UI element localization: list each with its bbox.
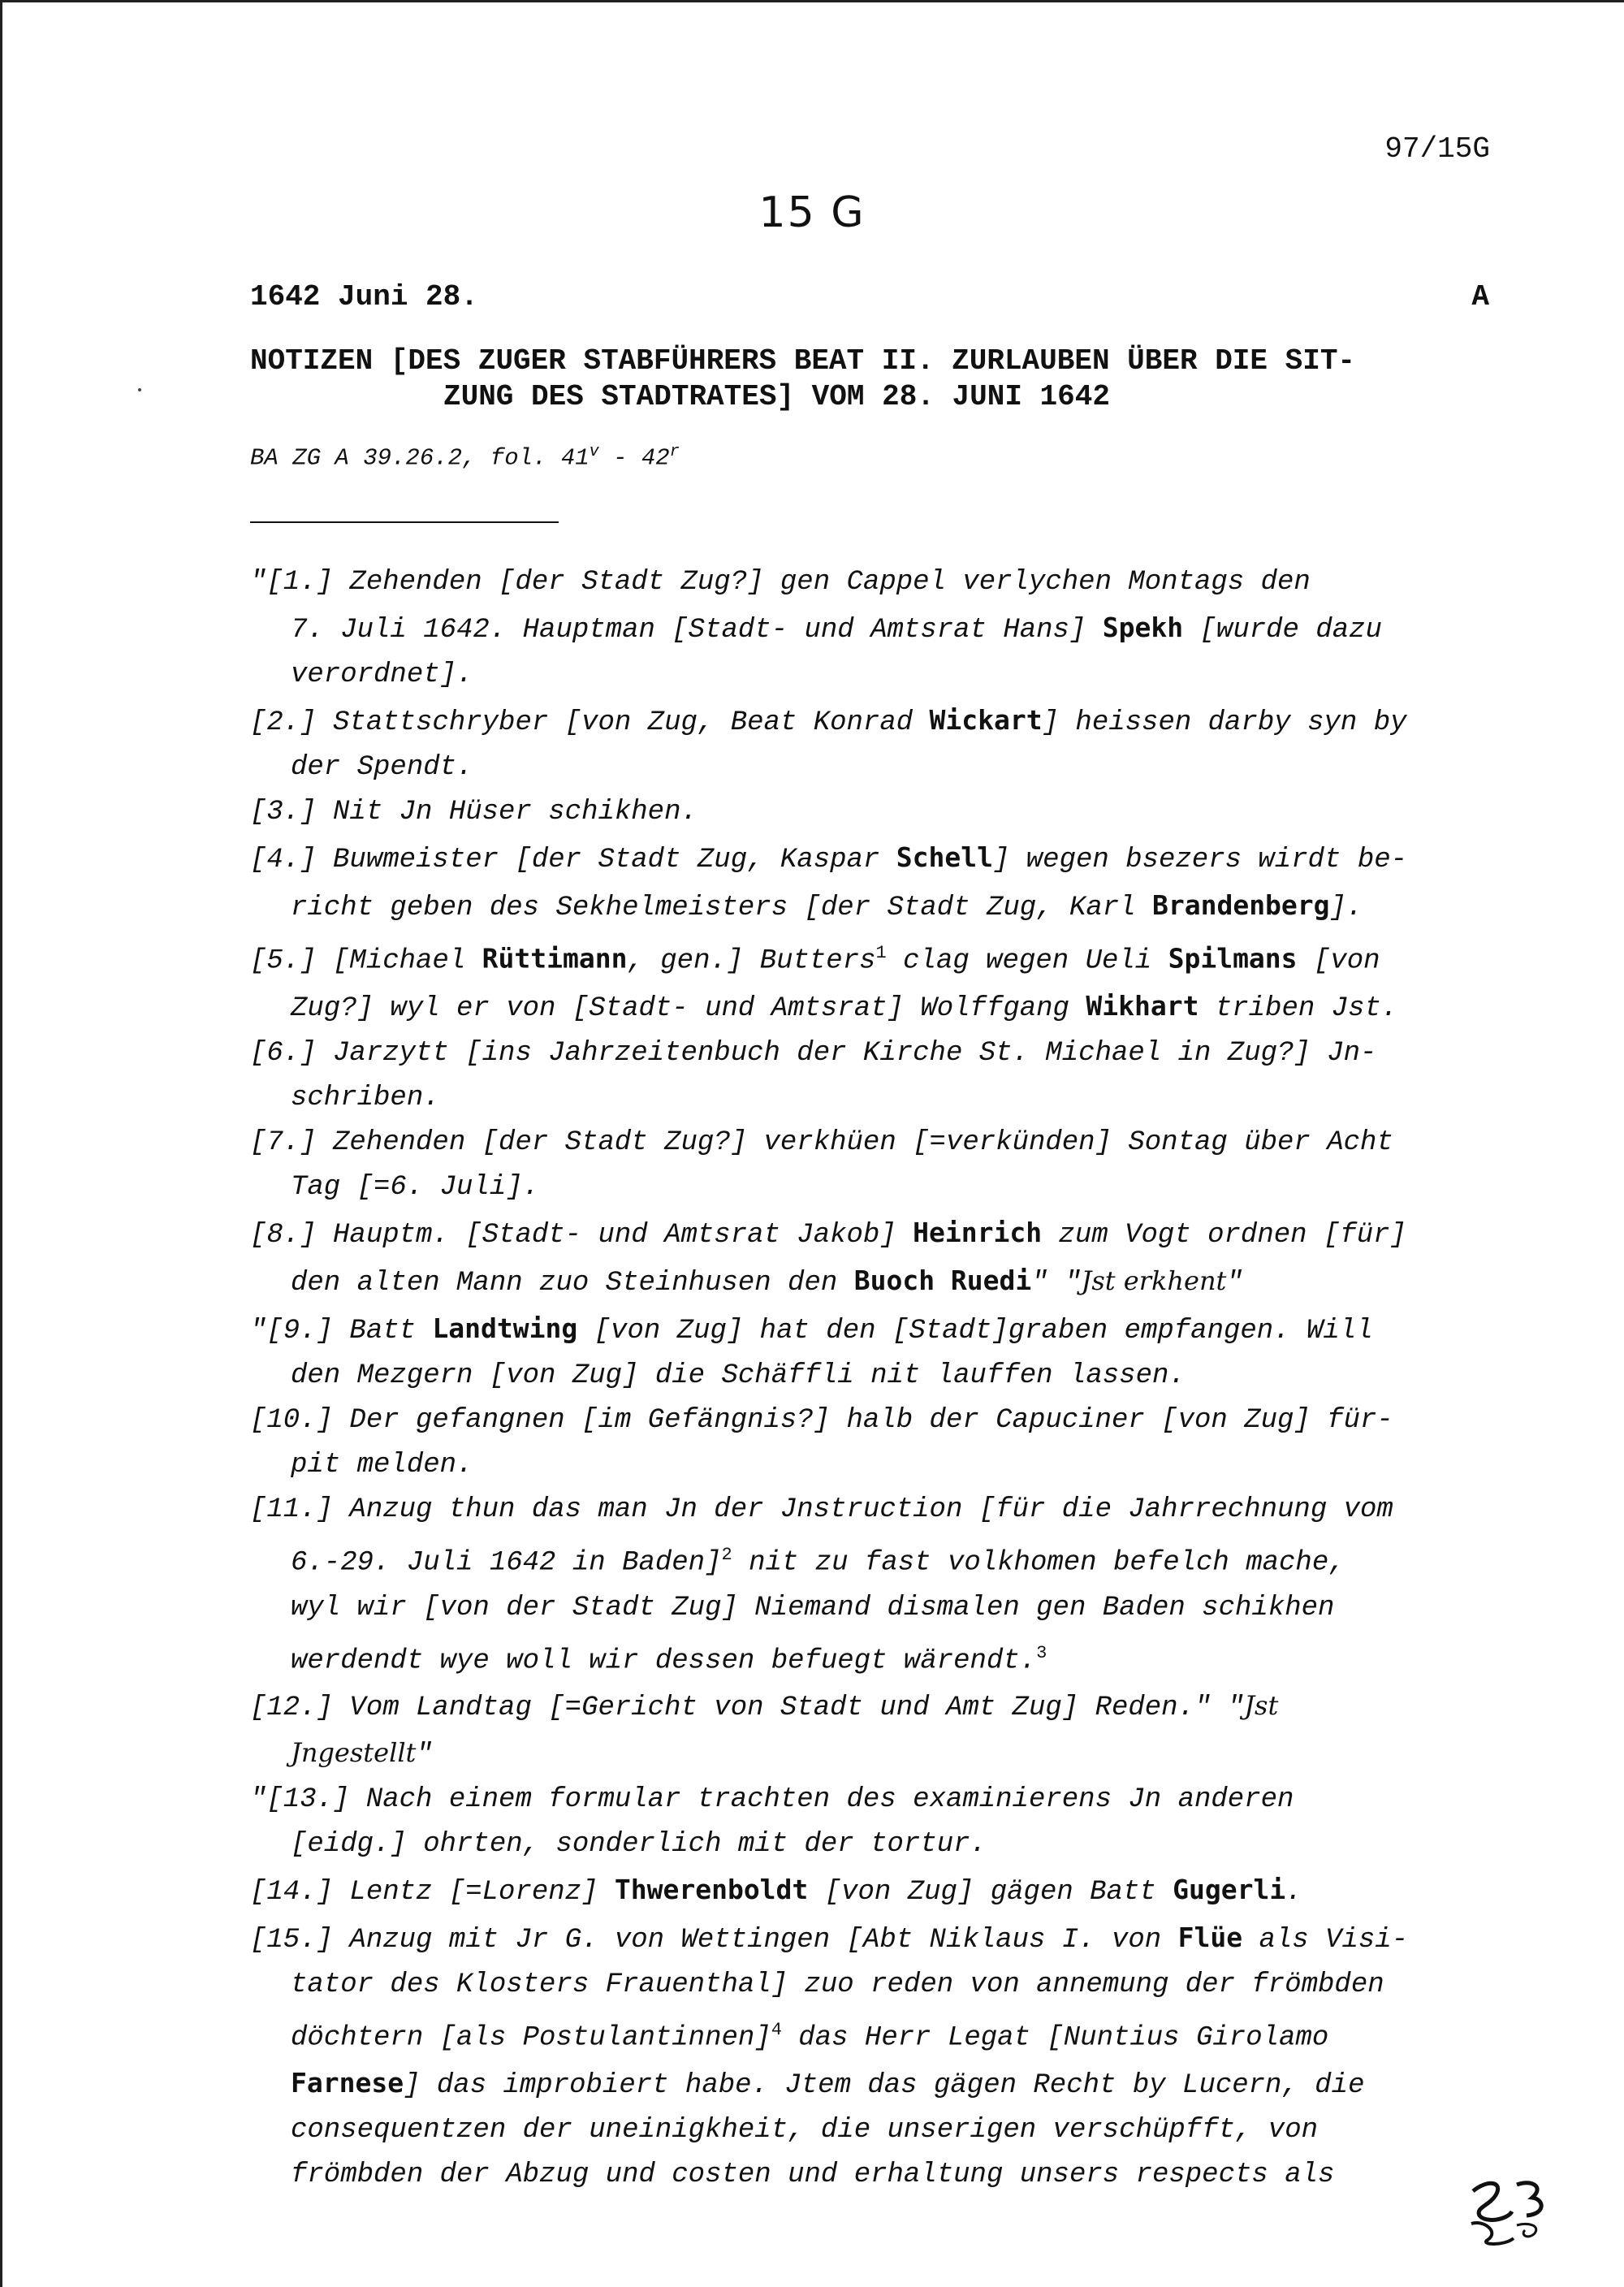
- entry-6: [6.] Jarzytt [ins Jahrzeitenbuch der Kirche St. Michael in Zug?] Jn- schriben.: [250, 1038, 1377, 1114]
- entry-1: "[1.] Zehenden [der Stadt Zug?] gen Cappel verlychen Montags den 7. Juli 1642. Hauptman [Stadt- und Amtsrat Hans] Spekh [wurde dazu verordnet].: [250, 567, 1382, 690]
- source-reference: BA ZG A 39.26.2, fol. 41$^v$ - 42$^r$: [250, 443, 680, 472]
- entry-9: "[9.] Batt Landtwing [von Zug] hat den [Stadt]graben empfangen. Will den Mezgern [von Zug] die Schäffli nit lauffen lassen.: [250, 1312, 1373, 1392]
- entry-3: [3.] Nit Jn Hüser schikhen.: [250, 797, 698, 828]
- entry-14: [14.] Lentz [=Lorenz] Thwerenboldt [von Zug] gägen Batt Gugerli.: [250, 1873, 1302, 1908]
- entry-2: [2.] Stattschryber [von Zug, Beat Konrad Wickart] heissen darby syn by der Spendt.: [250, 704, 1407, 783]
- entry-12: [12.] Vom Landtag [=Gericht von Stadt und Amt Zug] Reden." "Jst Jngestellt": [250, 1689, 1279, 1770]
- entry-4: [4.] Buwmeister [der Stadt Zug, Kaspar Schell] wegen bsezers wirdt be- richt geben des Sekhelmeisters [der Stadt Zug, Karl Brandenberg].: [250, 841, 1408, 923]
- footnote-ref-1: 1: [875, 943, 887, 963]
- document-date: 1642 Juni 28.: [250, 280, 478, 313]
- scan-speck: [138, 388, 141, 391]
- entry-7: [7.] Zehenden [der Stadt Zug?] verkhüen [=verkünden] Sontag über Acht Tag [=6. Juli].: [250, 1127, 1393, 1204]
- document-heading: 15 G: [758, 188, 866, 237]
- entry-10: [10.] Der gefangnen [im Gefängnis?] halb der Capuciner [von Zug] für- pit melden.: [250, 1405, 1393, 1481]
- version-marker: A: [1471, 280, 1489, 313]
- footnote-ref-3: 3: [1036, 1642, 1047, 1663]
- handwritten-note: Jngestellt: [291, 1736, 417, 1768]
- separator-rule: [250, 521, 559, 523]
- document-number: 97/15G: [1384, 132, 1490, 166]
- handwritten-note: Jst erkhent: [1081, 1265, 1227, 1297]
- footnote-ref-4: 4: [771, 2019, 782, 2040]
- entry-11: [11.] Anzug thun das man Jn der Jnstruction [für die Jahrrechnung vom 6.-29. Juli 1642 in Baden]$^2$ nit zu fast volkhomen befelch mache, wyl wir [von der Stadt Zug] Niemand dismalen gen Baden schikhen werdendt wye woll wir dessen befuegt wärendt.$^3$: [250, 1494, 1393, 1676]
- scan-border-top: [0, 0, 1624, 2]
- entry-13: "[13.] Nach einem formular trachten des examinierens Jn anderen [eidg.] ohrten, sonderlich mit der tortur.: [250, 1783, 1294, 1860]
- scan-border-left: [0, 0, 2, 2287]
- title-line-1: NOTIZEN [DES ZUGER STABFÜHRERS BEAT II. ZURLAUBEN ÜBER DIE SIT-: [250, 344, 1356, 378]
- entry-list: [250, 560, 1501, 2198]
- entry-8: [8.] Hauptm. [Stadt- und Amtsrat Jakob] Heinrich zum Vogt ordnen [für] den alten Mann zuo Steinhusen den Buoch Ruedi" "Jst erkhent": [250, 1217, 1406, 1299]
- footnote-ref-2: 2: [721, 1545, 732, 1566]
- document-title: [250, 344, 1492, 415]
- title-line-2: ZUNG DES STADTRATES] VOM 28. JUNI 1642: [443, 380, 1110, 413]
- entry-15: [15.] Anzug mit Jr G. von Wettingen [Abt Niklaus I. von Flüe als Visi- tator des Klosters Frauenthal] zuo reden von annemung der frömbden döchtern [als Postulantinnen]$^4$ das Herr Legat [Nuntius Girolamo Farnese] das improbiert habe. Jtem das gägen Recht by Lucern, die consequentzen der uneinigkheit, die unserigen verschüpfft, von frömbden der Abzug und costen und erhaltung unsers respects als: [250, 1921, 1409, 2191]
- handwritten-note: Jst: [1244, 1689, 1279, 1721]
- entry-5: [5.] [Michael Rüttimann, gen.] Butters$^1$ clag wegen Ueli Spilmans [von Zug?] wyl er von [Stadt- und Amtsrat] Wolffgang Wikhart triben Jst.: [250, 942, 1398, 1025]
- handwritten-page-number: [1463, 2175, 1553, 2248]
